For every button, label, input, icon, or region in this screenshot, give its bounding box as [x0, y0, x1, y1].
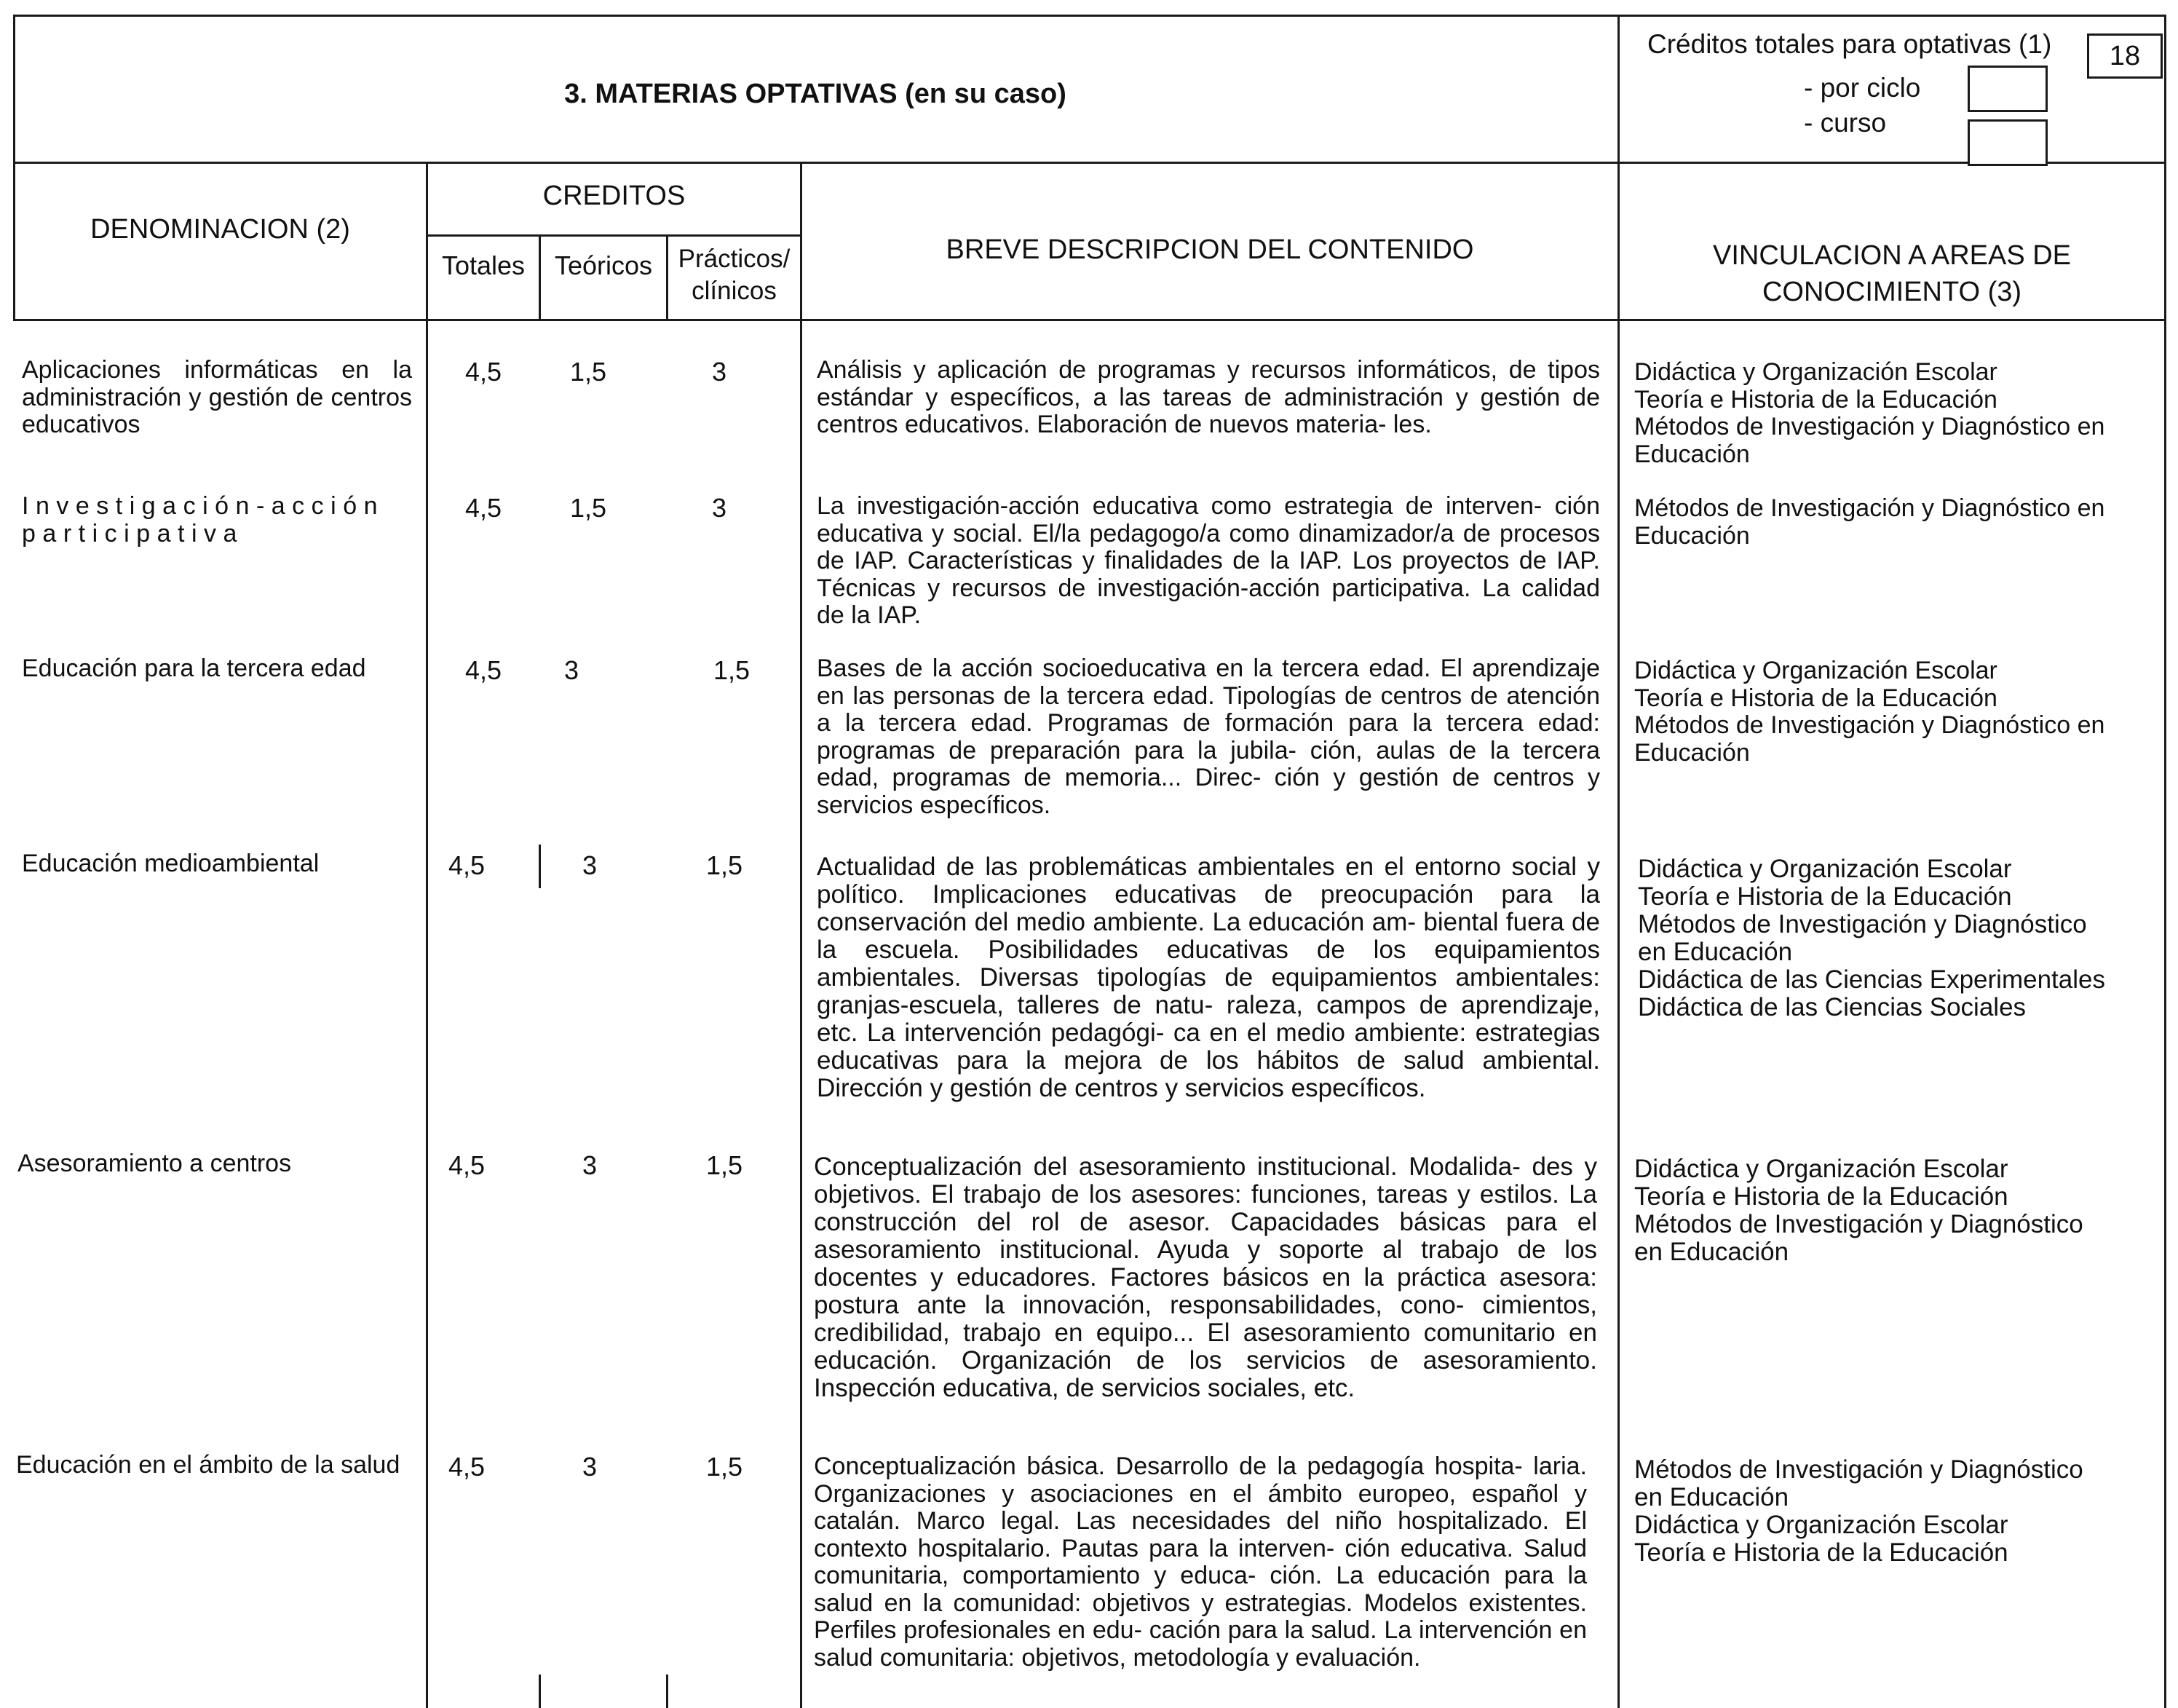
row-5-totales: 4,5	[448, 1150, 486, 1180]
area-item: Didáctica de las Ciencias Sociales	[1638, 993, 2027, 1021]
area-item: Educación	[1634, 738, 1750, 767]
area-item: Teoría e Historia de la Educación	[1634, 385, 1997, 414]
row-3-description: Bases de la acción socioeducativa en la tercera edad. El aprendizaje en las personas de la tercera edad. Tipologías de centros de atención a la tercera edad. Programas de formación para la tercera edad: programas de preparación para la jubila- ción, aulas de la tercera edad, programas de memoria... Direc- ción y gestión de centros y servicios específicos.	[817, 655, 1600, 819]
row-3-areas	[1634, 657, 2104, 767]
table-right-border	[2164, 15, 2166, 1708]
row-6-name: Educación en el ámbito de la salud	[16, 1451, 400, 1479]
header-divider	[13, 162, 2166, 164]
row-1-teoricos: 1,5	[569, 357, 607, 387]
area-item: Métodos de Investigación y Diagnóstico en	[1634, 413, 2105, 440]
row-3-name: Educación para la tercera edad	[22, 655, 366, 682]
row-tick	[539, 845, 541, 888]
table-left-border	[13, 15, 15, 320]
area-item: Métodos de Investigación y Diagnóstico en	[1634, 711, 2105, 739]
area-item: Didáctica y Organización Escolar	[1634, 1155, 2008, 1183]
area-item: Teoría e Historia de la Educación	[1634, 1182, 2008, 1211]
row-6-totales: 4,5	[448, 1452, 486, 1482]
area-item: Didáctica y Organización Escolar	[1634, 358, 1997, 386]
area-item: Métodos de Investigación y Diagnóstico	[1634, 1455, 2083, 1484]
row-2-name-text: Investigación-acción participativa	[22, 492, 385, 547]
credits-total-value: 18	[2109, 41, 2141, 71]
row-3-practicos: 1,5	[713, 655, 751, 685]
row-4-practicos: 1,5	[705, 850, 743, 880]
row-5-name: Asesoramiento a centros	[17, 1150, 292, 1177]
row-3-teoricos: 3	[563, 655, 579, 685]
row-2-totales: 4,5	[464, 493, 502, 523]
area-item: Teoría e Historia de la Educación	[1634, 684, 1997, 712]
row-6-areas	[1634, 1456, 2083, 1567]
per-cycle-box	[1968, 66, 2048, 112]
row-4-name: Educación medioambiental	[22, 850, 320, 877]
area-item: Didáctica de las Ciencias Experimentales	[1638, 965, 2105, 994]
area-item: en Educación	[1634, 1238, 1789, 1266]
col-header-denominacion: DENOMINACION (2)	[90, 214, 350, 245]
page-title: 3. MATERIAS OPTATIVAS (en su caso)	[564, 79, 1066, 109]
area-item: Métodos de Investigación y Diagnóstico en	[1634, 494, 2105, 522]
row-6-teoricos: 3	[582, 1452, 598, 1482]
row-3-totales: 4,5	[464, 655, 502, 685]
area-item: Métodos de Investigación y Diagnóstico	[1634, 1210, 2083, 1238]
credits-total-box	[2087, 33, 2163, 79]
row-2-areas	[1634, 495, 2104, 550]
row-5-description: Conceptualización del asesoramiento institucional. Modalida- des y objetivos. El trabajo de los asesores: funciones, tareas y estilos. La construcción del rol de asesor. Capacidades básicas para el asesoramiento institucional. Ayuda y soporte al trabajo de los docentes y educadores. Factores básicos en la práctica asesora: postura ante la innovación, responsabilidades, cono- cimientos, credibilidad, trabajo en equipo... El asesoramiento comunitario en educación. Organización de los servicios de asesoramiento. Inspección educativa, de servicios sociales, etc.	[814, 1152, 1597, 1402]
row-6-practicos: 1,5	[705, 1452, 743, 1482]
course-box	[1968, 119, 2048, 166]
row-4-areas	[1638, 855, 2105, 1021]
row-2-name	[22, 493, 412, 547]
course-label: - curso	[1804, 108, 1887, 138]
row-tick	[539, 1675, 541, 1708]
row-5-areas	[1634, 1155, 2083, 1266]
area-item: Teoría e Historia de la Educación	[1634, 1538, 2008, 1567]
area-item: Teoría e Historia de la Educación	[1638, 882, 2012, 911]
col-header-teoricos: Teóricos	[554, 250, 653, 280]
area-item: Didáctica y Organización Escolar	[1634, 1511, 2008, 1539]
col-header-vinculacion: VINCULACION A AREAS DE CONOCIMIENTO (3)	[1712, 240, 2072, 307]
area-item: Didáctica y Organización Escolar	[1634, 657, 1997, 684]
area-item: en Educación	[1638, 938, 1793, 966]
creditos-subheader-divider	[426, 234, 800, 237]
row-tick	[800, 845, 802, 888]
col-divider-descripcion	[800, 162, 802, 1708]
row-1-totales: 4,5	[464, 357, 502, 387]
row-1-name: Aplicaciones informáticas en la administración y gestión de centros educativos	[22, 356, 412, 438]
row-2-description: La investigación-acción educativa como estrategia de interven- ción educativa y social. El/la pedagogo/a como dinamizador/a de procesos de IAP. Características y finalidades de la IAP. Los proyectos de IAP. Técnicas y recursos de investigación-acción participativa. La calidad de la IAP.	[817, 492, 1600, 629]
per-cycle-label: - por ciclo	[1804, 73, 1921, 103]
table-top-border	[13, 15, 2166, 17]
col-divider-totales	[426, 162, 428, 1708]
row-1-description: Análisis y aplicación de programas y recursos informáticos, de tipos estándar y específicos, a las tareas de administración y gestión de centros educativos. Elaboración de nuevos materia- les.	[817, 356, 1600, 438]
area-item: Educación	[1634, 440, 1750, 468]
row-6-description: Conceptualización básica. Desarrollo de la pedagogía hospita- laria. Organizaciones y asociaciones en el ámbito europeo, español y catalán. Marco legal. Las necesidades del niño hospitalizado. El contexto hospitalario. Pautas para la interven- ción educativa. Salud comunitaria, comportamiento y educa- ción. La educación para la salud en la comunidad: objetivos y estrategias. Modelos existentes. Perfiles profesionales en edu- cación para la salud. La intervención en salud comunitaria: objetivos, metodología y evaluación.	[814, 1452, 1587, 1672]
row-1-practicos: 3	[711, 357, 727, 387]
row-tick	[666, 1675, 668, 1708]
area-item: Métodos de Investigación y Diagnóstico	[1638, 910, 2087, 938]
area-item: Didáctica y Organización Escolar	[1638, 855, 2012, 883]
row-1-areas	[1634, 359, 2104, 468]
col-header-creditos: CREDITOS	[542, 181, 686, 211]
row-5-practicos: 1,5	[705, 1150, 743, 1180]
row-4-description: Actualidad de las problemáticas ambientales en el entorno social y político. Implicaciones educativas de preocupación para la conservación del medio ambiente. La educación am- biental fuera de la escuela. Posibilidades educativas de los equipamientos ambientales. Diversas tipologías de equipamientos ambientales: granjas-escuela, talleres de natu- raleza, campos de aprendizaje, etc. La intervención pedagógi- ca en el medio ambiente: estrategias educativas para la mejora de los hábitos de salud ambiental. Dirección y gestión de centros y servicios específicos.	[817, 853, 1600, 1102]
row-4-teoricos: 3	[582, 850, 598, 880]
credits-total-label: Créditos totales para optativas (1)	[1647, 29, 2052, 59]
row-2-practicos: 3	[711, 493, 727, 523]
columns-header-divider	[13, 319, 2166, 321]
col-header-totales: Totales	[441, 250, 526, 280]
col-header-descripcion: BREVE DESCRIPCION DEL CONTENIDO	[946, 234, 1474, 265]
col-header-practicos: Prácticos/ clínicos	[678, 245, 791, 305]
row-4-totales: 4,5	[448, 850, 486, 880]
row-5-teoricos: 3	[582, 1150, 598, 1180]
area-item: en Educación	[1634, 1483, 1789, 1511]
area-item: Educación	[1634, 521, 1750, 550]
row-2-teoricos: 1,5	[569, 493, 607, 523]
